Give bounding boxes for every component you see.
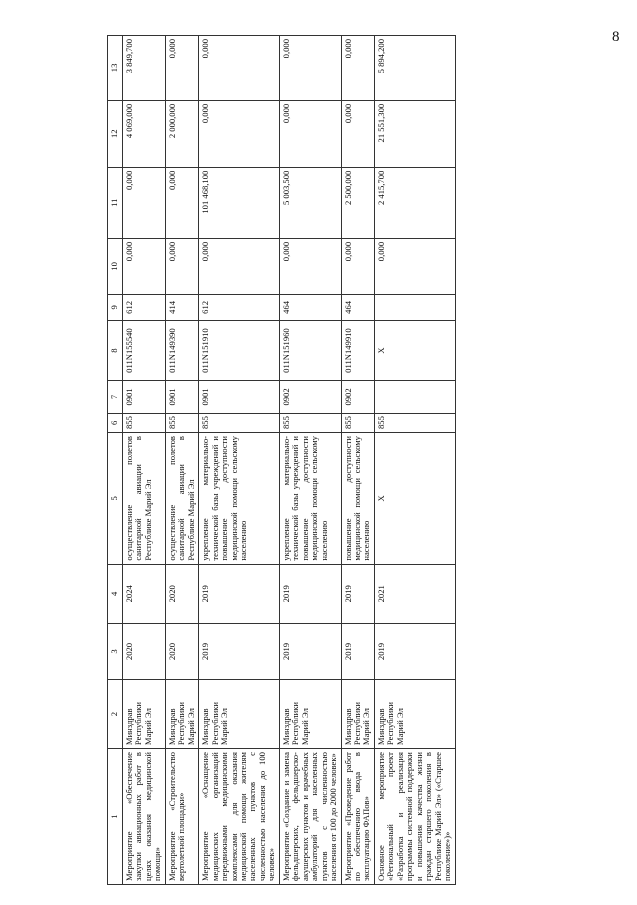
start-year: 2019 [374,623,455,679]
executor: Минздрав Республики Марий Эл [199,680,280,749]
section-code: 0902 [279,381,341,413]
amount-col12: 0,000 [199,100,280,167]
target-code: 011N149390 [165,320,198,380]
event-name: Мероприятие «Оснащение медицинских организаций передвижными медицинскими комплексами для оказания медицинской помощи жителям населенных пунктов с численностью населения до 100 человек» [199,749,280,885]
amount-col11: 2 415,700 [374,167,455,238]
budget-table [107,35,456,885]
section-code: 0901 [123,381,166,413]
amount-col13: 0,000 [165,36,198,101]
ministry-code: 855 [199,413,280,432]
ministry-code: 855 [374,413,455,432]
event-name: Мероприятие «Обеспечение закупки авиационных работ в целях оказания медицинской помощи» [123,749,166,885]
amount-col12: 21 551,300 [374,100,455,167]
start-year: 2020 [165,623,198,679]
end-year: 2020 [165,564,198,623]
column-number: 7 [108,381,123,413]
amount-col12: 4 069,000 [123,100,166,167]
target-code: 011N151910 [199,320,280,380]
ministry-code: 855 [165,413,198,432]
expense-type: 464 [341,294,374,320]
expected-result: осуществление полетов санитарной авиации в Республике Марий Эл [123,433,166,565]
end-year: 2019 [341,564,374,623]
executor: Минздрав Республики Марий Эл [341,680,374,749]
section-code: 0901 [165,381,198,413]
expense-type [374,294,455,320]
table-row [165,36,198,885]
end-year: 2024 [123,564,166,623]
amount-col11: 101 468,100 [199,167,280,238]
expense-type: 464 [279,294,341,320]
amount-col13: 0,000 [199,36,280,101]
event-name: Мероприятие «Создание и замена фельдшерских, фельдшерско-акушерских пунктов и врачебных амбулаторий для населенных пунктов с численностью населения от 100 до 2000 человек» [279,749,341,885]
amount-col11: 0,000 [165,167,198,238]
expected-result: укрепление материально-технической базы учреждений и повышение доступности медицинской помощи сельскому населению [199,433,280,565]
amount-2019: 0,000 [165,238,198,294]
expected-result: осуществление полетов санитарной авиации в Республике Марий Эл [165,433,198,565]
event-name: Мероприятие «Проведение работ по обеспечению ввода в эксплуатацию ФАПов» [341,749,374,885]
section-code: 0902 [341,381,374,413]
page-number: 8 [612,29,620,45]
expected-result: укрепление материально-технической базы учреждений и повышение доступности медицинской помощи сельскому населению [279,433,341,565]
amount-col13: 0,000 [341,36,374,101]
executor: Минздрав Республики Марий Эл [123,680,166,749]
column-number: 8 [108,320,123,380]
column-number: 2 [108,680,123,749]
table-row [341,36,374,885]
start-year: 2019 [279,623,341,679]
end-year: 2019 [199,564,280,623]
target-code: 011N151960 [279,320,341,380]
amount-col12: 2 000,000 [165,100,198,167]
ministry-code: 855 [341,413,374,432]
start-year: 2020 [123,623,166,679]
expense-type: 612 [123,294,166,320]
column-number: 11 [108,167,123,238]
amount-col13: 0,000 [279,36,341,101]
expected-result: X [374,433,455,565]
target-code: X [374,320,455,380]
expense-type: 414 [165,294,198,320]
section-code [374,381,455,413]
column-number: 9 [108,294,123,320]
column-number: 6 [108,413,123,432]
column-number: 4 [108,564,123,623]
amount-col13: 5 894,200 [374,36,455,101]
column-number: 13 [108,36,123,101]
column-number: 1 [108,749,123,885]
column-number: 12 [108,100,123,167]
column-number-row [108,36,123,885]
event-name: Мероприятие «Строительство вертолетной площадки» [165,749,198,885]
end-year: 2021 [374,564,455,623]
amount-col12: 0,000 [341,100,374,167]
executor: Минздрав Республики Марий Эл [165,680,198,749]
amount-col12: 0,000 [279,100,341,167]
amount-2019: 0,000 [374,238,455,294]
expected-result: повышение доступности медицинской помощи сельскому населению [341,433,374,565]
start-year: 2019 [341,623,374,679]
amount-2019: 0,000 [123,238,166,294]
amount-2019: 0,000 [199,238,280,294]
end-year: 2019 [279,564,341,623]
target-code: 011N155540 [123,320,166,380]
amount-2019: 0,000 [279,238,341,294]
target-code: 011N149910 [341,320,374,380]
expense-type: 612 [199,294,280,320]
amount-2019: 0,000 [341,238,374,294]
start-year: 2019 [199,623,280,679]
ministry-code: 855 [123,413,166,432]
amount-col11: 0,000 [123,167,166,238]
amount-col11: 2 500,000 [341,167,374,238]
event-name: Основное мероприятие «Региональный проект «Разработка и реализация программы системной поддержки и повышения качества жизни граждан старшего поколения в Республике Марий Эл» («Старшее поколение»)» [374,749,455,885]
table-row [199,36,280,885]
table-row [123,36,166,885]
amount-col11: 5 003,500 [279,167,341,238]
ministry-code: 855 [279,413,341,432]
rotated-table-wrapper [107,35,617,885]
table-row [279,36,341,885]
executor: Минздрав Республики Марий Эл [279,680,341,749]
table-row [374,36,455,885]
amount-col13: 3 849,700 [123,36,166,101]
column-number: 5 [108,433,123,565]
executor: Минздрав Республики Марий Эл [374,680,455,749]
section-code: 0901 [199,381,280,413]
column-number: 3 [108,623,123,679]
column-number: 10 [108,238,123,294]
